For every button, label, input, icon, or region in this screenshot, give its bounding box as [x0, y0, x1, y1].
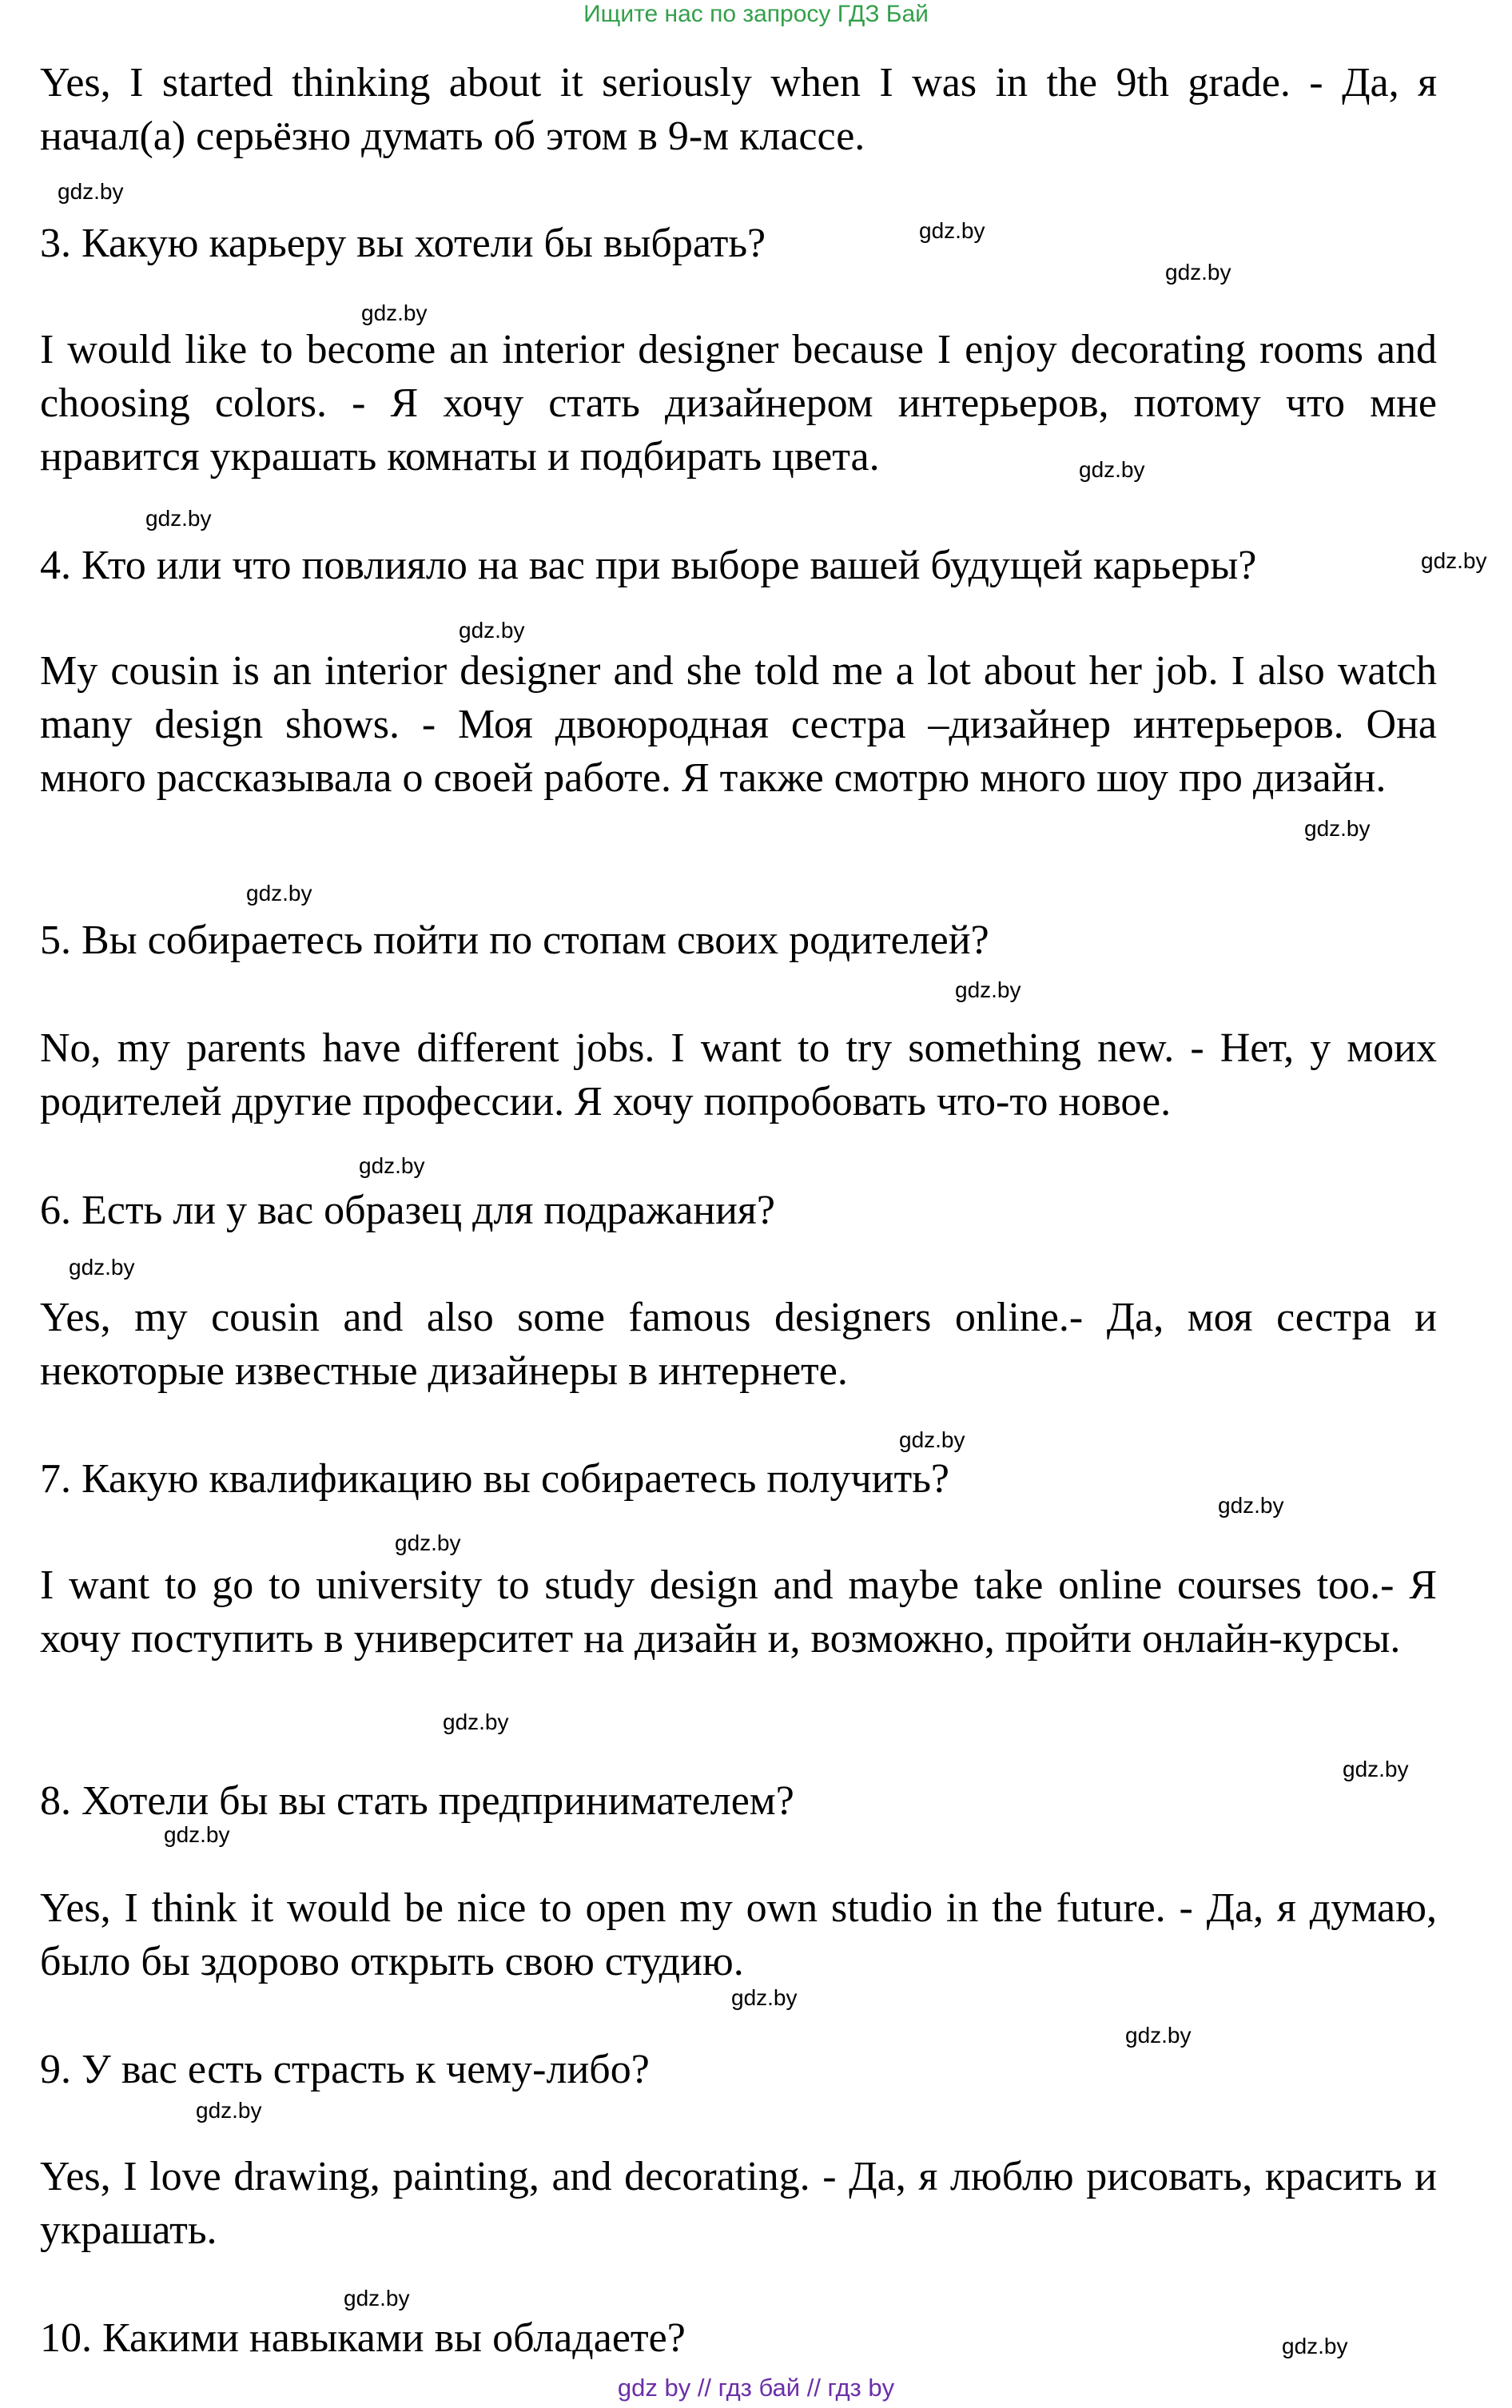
watermark: gdz.by: [196, 2098, 262, 2123]
watermark: gdz.by: [359, 1153, 425, 1178]
watermark: gdz.by: [899, 1427, 965, 1452]
watermark: gdz.by: [1165, 260, 1231, 285]
watermark: gdz.by: [361, 301, 428, 325]
question-7: 7. Какую квалификацию вы собираетесь получить?: [40, 1456, 949, 1502]
watermark: gdz.by: [1421, 548, 1487, 573]
watermark: gdz.by: [1079, 457, 1145, 482]
question-4: 4. Кто или что повлияло на вас при выборе вашей будущей карьеры?: [40, 543, 1257, 588]
watermark: gdz.by: [1125, 2023, 1192, 2048]
answer-9: Yes, I love drawing, painting, and decorating. - Да, я люблю рисовать, красить и украшать.: [40, 2154, 1437, 2253]
watermark: gdz.by: [459, 618, 525, 643]
watermark: gdz.by: [443, 1709, 509, 1734]
answer-6: Yes, my cousin and also some famous designers online.- Да, моя сестра и некоторые известные дизайнеры в интернете.: [40, 1295, 1437, 1394]
watermark: gdz.by: [731, 1985, 798, 2010]
watermark: gdz.by: [246, 881, 312, 905]
question-9: 9. У вас есть страсть к чему-либо?: [40, 2047, 650, 2092]
answer-8: Yes, I think it would be nice to open my own studio in the future. - Да, я думаю, было бы здорово открыть свою студию.: [40, 1885, 1437, 1984]
watermark: gdz.by: [919, 218, 985, 243]
watermark: gdz.by: [955, 977, 1021, 1002]
watermark: gdz.by: [145, 506, 212, 531]
question-3: 3. Какую карьеру вы хотели бы выбрать?: [40, 221, 766, 266]
answer-7: I want to go to university to study design and maybe take online courses too.- Я хочу поступить в университет на дизайн и, возможно, пройти онлайн-курсы.: [40, 1562, 1437, 1662]
question-6: 6. Есть ли у вас образец для подражания?: [40, 1188, 775, 1233]
answer-4: My cousin is an interior designer and she told me a lot about her job. I also watch many design shows. - Моя двоюродная сестра –дизайнер интерьеров. Она много рассказывала о своей работе. Я также смотрю много шоу про дизайн.: [40, 648, 1437, 801]
watermark: gdz.by: [1304, 816, 1371, 841]
answer-2: Yes, I started thinking about it seriously when I was in the 9th grade. - Да, я начал(а) серьёзно думать об этом в 9-м классе.: [40, 60, 1437, 159]
answer-5: No, my parents have different jobs. I want to try something new. - Нет, у моих родителей другие профессии. Я хочу попробовать что-то новое.: [40, 1025, 1437, 1124]
watermark: gdz.by: [1282, 2334, 1348, 2358]
question-8: 8. Хотели бы вы стать предпринимателем?: [40, 1778, 794, 1824]
watermark: gdz.by: [58, 179, 124, 204]
watermark: gdz.by: [1343, 1757, 1409, 1781]
question-5: 5. Вы собираетесь пойти по стопам своих родителей?: [40, 917, 989, 963]
watermark: gdz.by: [344, 2286, 410, 2310]
site-footer: gdz by // гдз бай // гдз by: [617, 2374, 895, 2402]
answer-3: I would like to become an interior designer because I enjoy decorating rooms and choosing colors. - Я хочу стать дизайнером интерьеров, потому что мне нравится украшать комнаты и подбирать цвета.: [40, 327, 1437, 480]
watermark: gdz.by: [1218, 1493, 1284, 1518]
watermark: gdz.by: [164, 1822, 230, 1847]
watermark: gdz.by: [395, 1530, 461, 1555]
question-10: 10. Какими навыками вы обладаете?: [40, 2315, 686, 2361]
search-hint-header: Ищите нас по запросу ГДЗ Бай: [583, 1, 929, 27]
watermark: gdz.by: [69, 1255, 135, 1280]
